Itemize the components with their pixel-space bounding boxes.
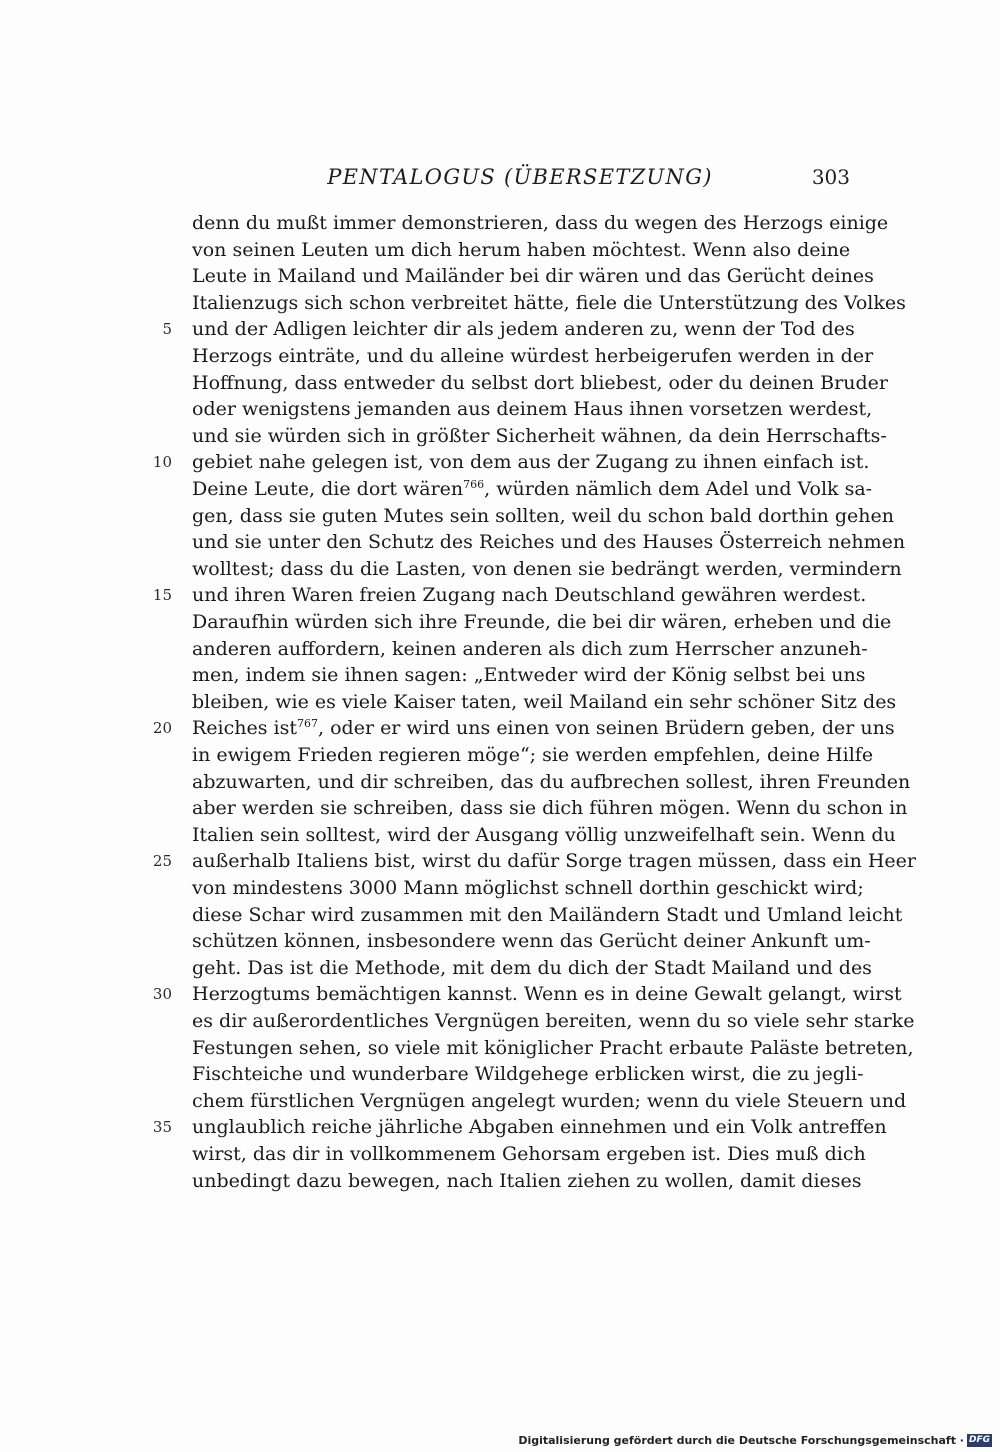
text-run: es dir außerordentliches Vergnügen bereiten, wenn du so viele sehr starke: [192, 1010, 915, 1032]
text-line: [192, 795, 908, 822]
dfg-logo: DFG: [968, 1434, 990, 1445]
text-line: [192, 556, 902, 583]
text-line: [192, 476, 873, 503]
text-run: , oder er wird uns einen von seinen Brüdern geben, der uns: [318, 717, 895, 739]
text-run: gebiet nahe gelegen ist, von dem aus der Zugang zu ihnen einfach ist.: [192, 451, 870, 473]
text-line: [192, 955, 872, 982]
line-number: 15: [152, 586, 172, 604]
text-run: denn du mußt immer demonstrieren, dass du wegen des Herzogs einige: [192, 212, 889, 234]
text-run: Italien sein solltest, wird der Ausgang völlig unzweifelhaft sein. Wenn du: [192, 824, 896, 846]
text-line: [192, 1114, 887, 1141]
line-number: 25: [152, 852, 172, 870]
text-run: unglaublich reiche jährliche Abgaben einnehmen und ein Volk antreffen: [192, 1116, 887, 1138]
text-run: Leute in Mailand und Mailänder bei dir wären und das Gerücht deines: [192, 265, 874, 287]
text-run: gen, dass sie guten Mutes sein sollten, weil du schon bald dorthin gehen: [192, 505, 894, 527]
text-run: unbedingt dazu bewegen, nach Italien ziehen zu wollen, damit dieses: [192, 1170, 862, 1192]
footer-credit: Digitalisierung gefördert durch die Deutsche Forschungsgemeinschaft ·: [518, 1433, 964, 1447]
footnote-ref[interactable]: 766: [463, 478, 485, 491]
text-run: und ihren Waren freien Zugang nach Deutschland gewähren werdest.: [192, 584, 867, 606]
text-run: men, indem sie ihnen sagen: „Entweder wird der König selbst bei uns: [192, 664, 866, 686]
text-run: bleiben, wie es viele Kaiser taten, weil Mailand ein sehr schöner Sitz des: [192, 691, 897, 713]
text-run: aber werden sie schreiben, dass sie dich führen mögen. Wenn du schon in: [192, 797, 908, 819]
running-title: PENTALOGUS (ÜBERSETZUNG): [327, 165, 713, 189]
text-line: [192, 343, 874, 370]
text-line: [192, 875, 864, 902]
text-run: wirst, das dir in vollkommenem Gehorsam ergeben ist. Dies muß dich: [192, 1143, 866, 1165]
text-line: [192, 1141, 866, 1168]
footnote-ref[interactable]: 767: [297, 717, 319, 730]
text-run: außerhalb Italiens bist, wirst du dafür Sorge tragen müssen, dass ein Heer: [192, 850, 916, 872]
text-run: und sie würden sich in größter Sicherheit wähnen, da dein Herrschafts-: [192, 425, 887, 447]
line-number: 35: [152, 1118, 172, 1136]
text-line: [192, 210, 889, 237]
text-line: [192, 237, 849, 264]
text-line: [192, 263, 874, 290]
text-run: Deine Leute, die dort wären: [192, 478, 464, 500]
text-run: abzuwarten, und dir schreiben, das du aufbrechen sollest, ihren Freunden: [192, 771, 911, 793]
text-line: [192, 1061, 864, 1088]
text-run: Herzogs einträte, und du alleine würdest herbeigerufen werden in der: [192, 345, 874, 367]
text-line: [192, 636, 868, 663]
text-run: von mindestens 3000 Mann möglichst schnell dorthin geschickt wird;: [192, 877, 864, 899]
text-run: Festungen sehen, so viele mit königlicher Pracht erbaute Paläste betreten,: [192, 1037, 914, 1059]
text-line: [192, 1168, 862, 1195]
line-number: 20: [152, 719, 172, 737]
text-run: , würden nämlich dem Adel und Volk sa-: [484, 478, 873, 500]
text-line: [192, 902, 903, 929]
text-run: diese Schar wird zusammen mit den Mailändern Stadt und Umland leicht: [192, 904, 903, 926]
text-line: [192, 689, 897, 716]
page-number: 303: [811, 165, 850, 189]
text-line: [192, 609, 892, 636]
line-number: 5: [162, 320, 172, 338]
digitization-footer: [518, 1432, 992, 1448]
text-line: [192, 822, 896, 849]
text-run: Italienzugs sich schon verbreitet hätte, fiele die Unterstützung des Volkes: [192, 292, 906, 314]
text-line: [192, 769, 911, 796]
text-run: und sie unter den Schutz des Reiches und des Hauses Österreich nehmen: [192, 531, 906, 553]
text-line: [192, 423, 887, 450]
text-line: [192, 662, 866, 689]
text-run: oder wenigstens jemanden aus deinem Haus ihnen vorsetzen werdest,: [192, 398, 873, 420]
line-number: 10: [152, 453, 172, 471]
text-line: [192, 742, 874, 769]
text-run: wolltest; dass du die Lasten, von denen sie bedrängt werden, vermindern: [192, 558, 902, 580]
text-line: [192, 981, 902, 1008]
text-line: [192, 529, 906, 556]
text-line: [192, 449, 870, 476]
text-line: [192, 396, 873, 423]
text-run: Herzogtums bemächtigen kannst. Wenn es in deine Gewalt gelangt, wirst: [192, 983, 902, 1005]
text-line: [192, 370, 888, 397]
text-run: von seinen Leuten um dich herum haben möchtest. Wenn also deine: [192, 239, 851, 261]
text-line: [192, 290, 906, 317]
running-head: [190, 163, 850, 195]
text-line: [192, 316, 855, 343]
text-run: anderen auffordern, keinen anderen als dich zum Herrscher anzuneh-: [192, 638, 868, 660]
text-line: [192, 928, 871, 955]
text-run: Daraufhin würden sich ihre Freunde, die bei dir wären, erheben und die: [192, 611, 892, 633]
text-line: [192, 582, 867, 609]
text-line: [192, 1008, 915, 1035]
text-line: [192, 1035, 914, 1062]
text-line: [192, 715, 895, 742]
text-run: schützen können, insbesondere wenn das Gerücht deiner Ankunft um-: [192, 930, 871, 952]
text-run: chem fürstlichen Vergnügen angelegt wurden; wenn du viele Steuern und: [192, 1090, 907, 1112]
text-line: [192, 1088, 907, 1115]
text-run: und der Adligen leichter dir als jedem anderen zu, wenn der Tod des: [192, 318, 855, 340]
line-number: 30: [152, 985, 172, 1003]
text-run: Fischteiche und wunderbare Wildgehege erblicken wirst, die zu jegli-: [192, 1063, 864, 1085]
text-line: [192, 848, 916, 875]
text-run: in ewigem Frieden regieren möge“; sie werden empfehlen, deine Hilfe: [192, 744, 874, 766]
text-run: Reiches ist: [192, 717, 298, 739]
text-run: geht. Das ist die Methode, mit dem du dich der Stadt Mailand und des: [192, 957, 872, 979]
text-line: [192, 503, 894, 530]
text-run: Hoffnung, dass entweder du selbst dort bliebest, oder du deinen Bruder: [192, 372, 888, 394]
